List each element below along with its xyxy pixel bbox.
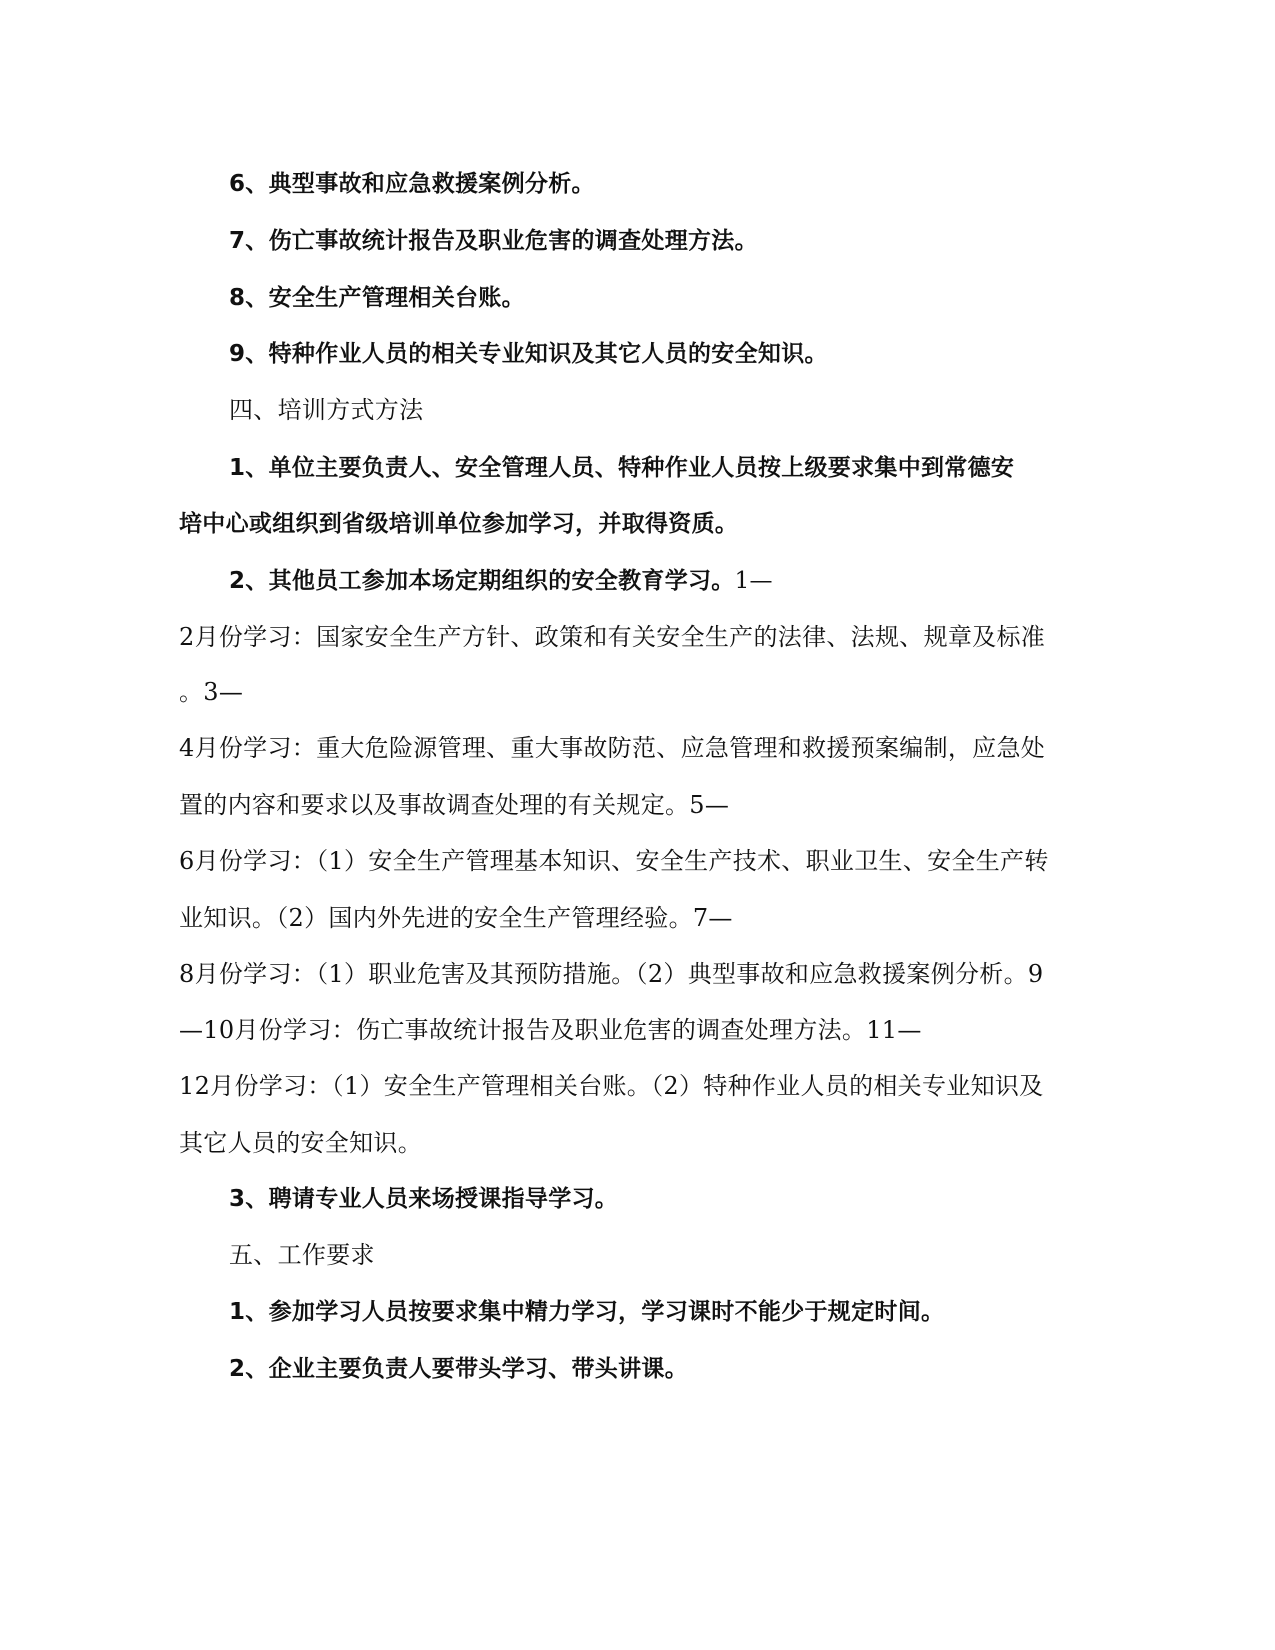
schedule-line-10: 其它人员的安全知识。 [179,1129,422,1157]
schedule-line-7: 8月份学习：（1）职业危害及其预防措施。（2）典型事故和应急救援案例分析。9 [179,960,1044,988]
schedule-line-1: 2月份学习：国家安全生产方针、政策和有关安全生产的法律、法规、规章及标准 [179,623,1046,651]
requirement-1: 1、参加学习人员按要求集中精力学习，学习课时不能少于规定时间。 [229,1299,945,1325]
method-1-line-1: 1、单位主要负责人、安全管理人员、特种作业人员按上级要求集中到常德安 [229,455,1015,481]
schedule-line-3: 4月份学习：重大危险源管理、重大事故防范、应急管理和救援预案编制，应急处 [179,734,1046,762]
method-1-line-2: 培中心或组织到省级培训单位参加学习，并取得资质。 [179,511,739,537]
schedule-line-9: 12月份学习：（1）安全生产管理相关台账。（2）特种作业人员的相关专业知识及 [179,1072,1044,1100]
schedule-line-8: —10月份学习：伤亡事故统计报告及职业危害的调查处理方法。11— [179,1016,922,1044]
item-8-ledger: 8、安全生产管理相关台账。 [229,285,525,311]
item-9-special-operations: 9、特种作业人员的相关专业知识及其它人员的安全知识。 [229,341,828,367]
method-2-line-1 [229,565,773,597]
schedule-line-6: 业知识。（2）国内外先进的安全生产管理经验。7— [179,904,733,932]
method-3: 3、聘请专业人员来场授课指导学习。 [229,1186,619,1212]
item-7-injury-statistics: 7、伤亡事故统计报告及职业危害的调查处理方法。 [229,228,758,254]
requirement-2: 2、企业主要负责人要带头学习、带头讲课。 [229,1356,689,1382]
method-2-text: 2、其他员工参加本场定期组织的安全教育学习。 [229,568,735,594]
schedule-line-5: 6月份学习：（1）安全生产管理基本知识、安全生产技术、职业卫生、安全生产转 [179,847,1049,875]
schedule-start: 1— [734,568,773,594]
section-5-heading: 五、工作要求 [229,1241,375,1269]
schedule-line-4: 置的内容和要求以及事故调查处理的有关规定。5— [179,791,730,819]
item-6-typical-accidents: 6、典型事故和应急救援案例分析。 [229,171,595,197]
section-4-heading: 四、培训方式方法 [229,396,424,424]
schedule-line-2: 。3— [179,678,244,706]
